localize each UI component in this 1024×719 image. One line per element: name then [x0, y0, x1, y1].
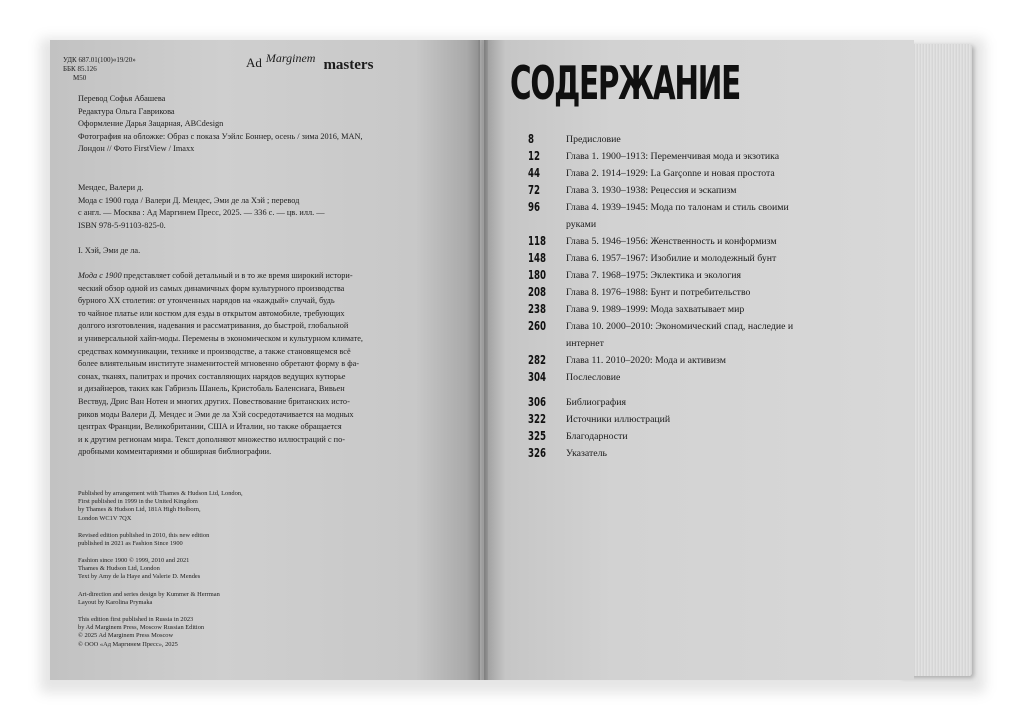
toc-title: Глава 8. 1976–1988: Бунт и потребительство — [566, 287, 751, 298]
toc-page-number: 8 — [528, 132, 535, 146]
toc-title: Глава 9. 1989–1999: Мода захватывает мир — [566, 304, 745, 315]
toc-page-number: 72 — [528, 183, 541, 197]
logo-ad: Ad — [246, 55, 262, 70]
toc-title: Глава 10. 2000–2010: Экономический спад, наследие и интернет — [566, 321, 794, 349]
toc-entry — [528, 182, 828, 199]
book-description — [78, 270, 390, 459]
description-line: риков моды Валери Д. Мендес и Эми де ла Хэй сосредотачивается на модных — [78, 409, 354, 419]
staff-line: Фотография на обложке: Образ с показа Уэйлс Боннер, осень / зима 2016, MAN, — [78, 131, 363, 141]
toc-page-number: 325 — [528, 429, 547, 443]
udk-code: УДК 687.01(100)«19/20» — [63, 56, 136, 64]
toc-entry — [528, 284, 828, 301]
edition-line: Revised edition published in 2010, this new edition — [78, 532, 210, 539]
toc-entry — [528, 233, 828, 250]
author-code: М50 — [73, 74, 87, 82]
toc-page-number: 322 — [528, 412, 547, 426]
author-line: I. Хэй, Эми де ла. — [78, 246, 141, 255]
toc-entry — [528, 445, 828, 462]
edition-block — [78, 532, 209, 548]
staff-line: Оформление Дарья Зацарная, ABCdesign — [78, 119, 224, 129]
toc-entry — [528, 250, 828, 267]
table-of-contents — [528, 131, 828, 462]
publisher-logo — [246, 51, 374, 73]
staff-credits — [78, 93, 363, 156]
catalog-line: с англ. — Москва : Ад Маргинем Пресс, 2025. — 336 с. — цв. илл. — — [78, 208, 325, 218]
toc-entry — [528, 411, 828, 428]
toc-entry — [528, 352, 828, 369]
toc-page-number: 282 — [528, 353, 547, 367]
toc-page-number: 118 — [528, 234, 547, 248]
copyright-line: First published in 1999 in the United Kingdom — [78, 498, 198, 506]
copyright-line: London WC1V 7QX — [78, 514, 132, 522]
catalog-entry — [78, 182, 325, 232]
description-line: Вествуд, Дрис Ван Нотен и многих других. Повествование британских исто- — [78, 396, 350, 406]
rights-line: Text by Amy de la Haye and Valerie D. Mendes — [78, 573, 201, 581]
toc-entry — [528, 165, 828, 182]
description-first-line — [78, 270, 390, 283]
toc-entry — [528, 148, 828, 165]
toc-title: Глава 5. 1946–1956: Женственность и конформизм — [566, 236, 777, 247]
description-line: и дизайнеров, таких как Габриэль Шанель, Кристобаль Баленсиага, Вивьен — [78, 384, 345, 394]
toc-title: Послесловие — [566, 372, 621, 383]
description-line: средствах коммуникации, технике и производстве, а также становящемся всё — [78, 346, 351, 356]
toc-page-number: 96 — [528, 200, 541, 214]
imprint-codes — [63, 56, 136, 83]
toc-page-number: 208 — [528, 285, 547, 299]
toc-entry — [528, 318, 828, 352]
toc-page-number: 260 — [528, 319, 547, 333]
rights-line: Fashion since 1900 © 1999, 2010 and 2021 — [78, 557, 190, 564]
russian-edition-line: by Ad Marginem Press, Moscow Russian Edition — [78, 624, 205, 632]
description-line: дробными комментариями и обширная библиографии. — [78, 447, 272, 457]
toc-page-number: 306 — [528, 395, 547, 409]
catalog-line: ISBN 978-5-91103-825-0. — [78, 220, 166, 230]
rights-block — [78, 557, 200, 582]
toc-title: Глава 3. 1930–1938: Рецессия и эскапизм — [566, 185, 737, 196]
toc-title: Глава 11. 2010–2020: Мода и активизм — [566, 355, 726, 366]
description-line: бурного XX столетия: от утонченных нарядов на «каждый» случай, будь — [78, 296, 335, 306]
staff-line: Лондон // Фото FirstView / Imaxx — [78, 144, 195, 154]
description-line: центрах Франции, Великобритании, США и Италии, но также обращается — [78, 422, 342, 432]
toc-entry — [528, 369, 828, 386]
description-line: более влиятельным институте знаменитостей мгновенно обретают форму в фа- — [78, 359, 360, 369]
staff-line: Перевод Софья Абашева — [78, 94, 166, 103]
toc-entry — [528, 301, 828, 318]
staff-line: Редактура Ольга Гаврикова — [78, 106, 175, 116]
toc-entry — [528, 199, 828, 233]
description-line: сонах, тканях, палитрах и прочих составляющих нарядов ведущих кутюрье — [78, 371, 346, 381]
description-line: долгого изготовления, надевания и рассматривания, до быстрой, глобальной — [78, 321, 349, 331]
russian-edition-line: © ООО «Ад Маргинем Пресс», 2025 — [78, 640, 178, 648]
toc-page-number: 304 — [528, 370, 547, 384]
toc-entry — [528, 394, 828, 411]
toc-title: Благодарности — [566, 431, 628, 442]
toc-title: Глава 6. 1957–1967: Изобилие и молодежный бунт — [566, 253, 777, 264]
russian-edition-line: This edition first published in Russia in 2023 — [78, 616, 194, 623]
design-block — [78, 591, 220, 607]
toc-page-number: 44 — [528, 166, 541, 180]
description-line: и универсальной хайп-моды. Перемены в экономическом и культурном климате, — [78, 333, 363, 343]
copyright-block — [78, 490, 243, 523]
toc-page-number: 180 — [528, 268, 547, 282]
logo-marginem: Marginem — [265, 51, 316, 65]
toc-entry — [528, 267, 828, 284]
toc-entry — [528, 428, 828, 445]
toc-title: Глава 4. 1939–1945: Мода по талонам и стиль своими руками — [566, 202, 789, 230]
russian-edition-line: © 2025 Ad Marginem Press Moscow — [78, 632, 174, 640]
design-line: Art-direction and series design by Kummer & Herrman — [78, 591, 220, 598]
toc-page-number: 148 — [528, 251, 547, 265]
toc-title: Глава 7. 1968–1975: Эклектика и экология — [566, 270, 742, 281]
contents-heading: СОДЕРЖАНИЕ — [510, 56, 740, 110]
catalog-line: Мендес, Валери д. — [78, 183, 144, 192]
toc-title: Глава 1. 1900–1913: Переменчивая мода и экзотика — [566, 151, 780, 162]
toc-title: Предисловие — [566, 134, 621, 145]
rights-line: Thames & Hudson Ltd, London — [78, 565, 160, 573]
toc-page-number: 238 — [528, 302, 547, 316]
toc-page-number: 326 — [528, 446, 547, 460]
russian-edition-block — [78, 616, 204, 649]
toc-title: Библиография — [566, 397, 627, 408]
book-gutter — [478, 40, 488, 680]
catalog-line: Мода с 1900 года / Валери Д. Мендес, Эми де ла Хэй ; перевод — [78, 195, 300, 205]
edition-line: published in 2021 as Fashion Since 1900 — [78, 540, 183, 548]
book-title-italic: Мода с 1900 — [78, 271, 122, 280]
toc-entry — [528, 131, 828, 148]
logo-masters: masters — [323, 57, 374, 73]
copyright-line: Published by arrangement with Thames & Hudson Ltd, London, — [78, 490, 243, 497]
design-line: Layout by Karolina Prymaka — [78, 599, 153, 607]
bbk-code: ББК 85.126 — [63, 65, 97, 73]
toc-title: Источники иллюстраций — [566, 414, 671, 425]
description-line: ческий обзор одной из самых динамичных форм культурного производства — [78, 283, 345, 293]
description-line: и к другим регионам мира. Текст дополняют множество иллюстраций с по- — [78, 434, 346, 444]
description-line: то чайное платье или костюм для езды в открытом автомобиле, требующих — [78, 308, 345, 318]
description-line: представляет собой детальный и в то же время широкий истори- — [121, 271, 353, 280]
author-entry — [78, 245, 140, 258]
toc-page-number: 12 — [528, 149, 541, 163]
toc-title: Указатель — [566, 448, 607, 459]
toc-title: Глава 2. 1914–1929: La Garçonne и новая простота — [566, 168, 775, 179]
copyright-line: by Thames & Hudson Ltd, 181A High Holborn, — [78, 506, 201, 514]
